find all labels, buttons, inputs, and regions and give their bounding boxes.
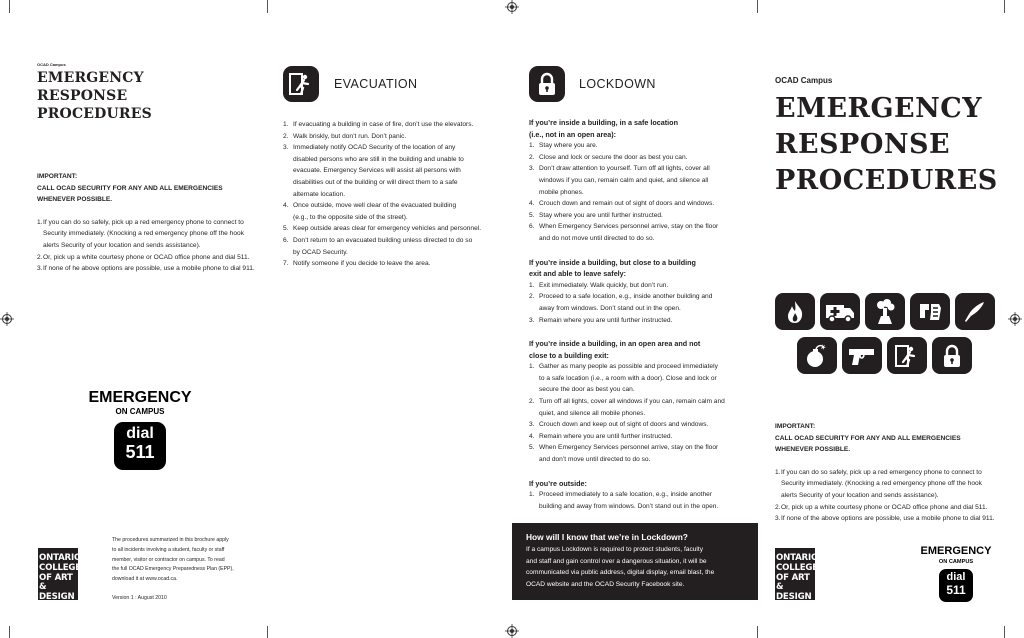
hazard-icons-row-1 — [775, 293, 995, 330]
list-item: 5. When Emergency Services personnel arrive, stay on the floor and don’t move until directed to do so. — [529, 444, 719, 464]
version-label: Version 1 : August 2010 — [112, 594, 167, 601]
fire-icon — [775, 293, 815, 330]
lockdown-callout — [512, 523, 758, 600]
list-item: 1. Exit immediately. Walk quickly, but don’t run. — [529, 281, 669, 289]
list-item: 2. Proceed to a safe location, e.g., inside another building and away from windows. Don’t stand out in the open. — [529, 293, 713, 312]
intro-steps — [37, 217, 262, 275]
lockdown-section-open-area: If you’re inside a building, in an open area and not close to a building exit: 1. Gather as many people as possible and proceed immediately to a safe location (i.e., a room with a door). Close and lock or secure the door as best you can. 2. Turn off all lights, cover all windows if you can, remain calm and quiet, and silence all mobile phones. 3. Crouch down and keep out of sight of doors and windows. 4. Remain where you are until further instructed. 5. When Emergency Services personnel arrive, stay on the floor and don’t move until directed to do so. — [529, 338, 754, 466]
panel-cover — [775, 75, 1004, 199]
hazard-icons-row-2 — [797, 337, 972, 374]
lockdown-section-safe-location: If you’re inside a building, in a safe location (i.e., not in an open area): 1. Stay where you are. 2. Close and lock or secure the door as best you can. 3. Don’t draw attention to yourself. Turn off all lights, cover all windows if you can, remain calm and quiet, and silence all mobile phones. 4. Crouch down and remain out of sight of doors and windows. 5. Stay where you are until further instructed. 6. When Emergency Services personnel arrive, stay on the floor and do not move until directed to do so. — [529, 117, 754, 245]
bomb-icon — [797, 337, 837, 374]
registration-mark-left — [0, 312, 14, 326]
lockdown-title: LOCKDOWN — [579, 77, 656, 91]
list-item: 3. Crouch down and keep out of sight of doors and windows. — [529, 421, 709, 429]
cover-emergency-badge: EMERGENCY ON CAMPUS dial 511 — [916, 545, 996, 602]
list-item: 3. If none of he above options are possible, use a mobile phone to dial 911. — [37, 265, 255, 273]
cover-important — [775, 421, 1004, 525]
lockdown-section-outside: If you’re outside: 1. Proceed immediately to a safe location, e.g., inside another building and away from windows. Don’t stand out in the open. — [529, 478, 754, 513]
evacuation-icon — [283, 66, 319, 102]
evacuation-steps — [283, 119, 513, 270]
list-item: 7. Notify someone if you decide to leave the area. — [283, 260, 431, 268]
list-item: 4. Crouch down and remain out of sight of doors and windows. — [529, 200, 715, 208]
registration-mark-top — [505, 0, 519, 14]
panel-title: EMERGENCY RESPONSE PROCEDURES — [37, 70, 152, 122]
emergency-badge-sub: ON CAMPUS — [115, 407, 165, 416]
list-item: 2. Close and lock or secure the door as best you can. — [529, 153, 688, 161]
evacuation-title: EVACUATION — [334, 77, 418, 91]
list-item: 2. Or, pick up a white courtesy phone or OCAD office phone and dial 511. — [37, 253, 250, 261]
list-item: 3. Remain where you are until further instructed. — [529, 316, 673, 324]
callout-title: How will I know that we’re in Lockdown? — [526, 532, 688, 542]
list-item: 4. Remain where you are until further instructed. — [529, 432, 673, 440]
knife-icon — [955, 293, 995, 330]
list-item: 1. Proceed immediately to a safe location, e.g., inside another building and away from windows. Don’t stand out in the open. — [529, 491, 719, 510]
list-item: 6. When Emergency Services personnel arrive, stay on the floor and do not move until directed to do so. — [529, 223, 719, 242]
list-item: 1. Gather as many people as possible and proceed immediately to a safe location (i.e., a room with a door). Close and lock or secure the door as best you can. — [529, 363, 718, 394]
dial-511-box: dial 511 — [114, 422, 166, 470]
list-item: 5. Stay where you are until further instructed. — [529, 211, 663, 219]
explosion-icon — [865, 293, 905, 330]
ocad-logo: ONTARIO COLLEGE OF ART & DESIGN — [38, 548, 78, 600]
list-item: 4. Once outside, move well clear of the evacuated building (e.g., to the opposite side of the street). — [283, 202, 457, 221]
hazmat-icon — [910, 293, 950, 330]
gun-icon — [842, 337, 882, 374]
panel-evacuation — [283, 66, 513, 270]
lock-icon — [932, 337, 972, 374]
registration-mark-bottom — [505, 624, 519, 638]
lock-icon — [529, 66, 565, 102]
list-item: 2. Turn off all lights, cover all windows if you can, remain calm and quiet, and silence all mobile phones. — [529, 398, 725, 417]
footer-note: The procedures summarized in this brochure apply to all incidents involving a student, faculty or staff member, visitor or contractor on campus. To read the full OCAD Emergency Preparedness Plan (EPP), download it at www.ocad.ca. Version 1 : August 2010 — [112, 536, 262, 604]
registration-mark-right — [1008, 312, 1022, 326]
list-item: 1. If you can do so safely, pick up a red emergency phone to connect to Security immediately. (Knocking a red emergency phone off the hook alerts Security of your location and sends assistance). — [775, 468, 982, 499]
cover-ocad-logo: ONTARIO COLLEGE OF ART & DESIGN — [775, 548, 815, 600]
emergency-badge-title: EMERGENCY — [88, 389, 192, 406]
cover-important-notice: IMPORTANT: CALL OCAD SECURITY FOR ANY AND ALL EMERGENCIES WHENEVER POSSIBLE. — [775, 423, 961, 454]
list-item: 3. Immediately notify OCAD Security of the location of any disabled persons who are still in the building and unable to evacuate. Emergency Services will assist all persons with disabilities out of the building or will direct them to a safe alternate location. — [283, 144, 464, 198]
list-item: 2. Or, pick up a white courtesy phone or OCAD office phone and dial 511. — [775, 503, 988, 511]
ambulance-icon — [820, 293, 860, 330]
panel-lockdown — [529, 66, 754, 512]
campus-label: OCAD Campus — [37, 62, 66, 67]
cover-steps — [775, 467, 1004, 525]
list-item: 2. Walk briskly, but don’t run. Don’t panic. — [283, 132, 407, 140]
lockdown-sections — [529, 117, 754, 512]
list-item: 3. Don’t draw attention to yourself. Turn off all lights, cover all windows if you can, remain calm and quiet, and silence all mobile phones. — [529, 165, 710, 196]
lockdown-section-near-exit: If you’re inside a building, but close to a building exit and able to leave safely: 1. Exit immediately. Walk quickly, but don’t run. 2. Proceed to a safe location, e.g., inside another building and away from windows. Don’t stand out in the open. 3. Remain where you are until further instructed. — [529, 257, 754, 327]
panel-intro — [37, 62, 262, 275]
list-item: 1. Stay where you are. — [529, 142, 598, 150]
cover-campus-label: OCAD Campus — [775, 76, 833, 85]
lockdown-header — [529, 66, 754, 102]
important-notice: IMPORTANT: CALL OCAD SECURITY FOR ANY AND ALL EMERGENCIES WHENEVER POSSIBLE. — [37, 173, 223, 204]
list-item: 5. Keep outside areas clear for emergency vehicles and personnel. — [283, 225, 482, 233]
callout-body: If a campus Lockdown is required to protect students, faculty and staff and gain control over a dangerous situation, it will be communicated via public address, digital display, email blast, the OCAD website and the OCAD Security Facebook site. — [526, 546, 715, 588]
list-item: 1. If you can do so safely, pick up a red emergency phone to connect to Security immediately. (Knocking a red emergency phone off the hook alerts Security of your location and sends assistance). — [37, 218, 244, 249]
cover-title: EMERGENCY RESPONSE PROCEDURES — [775, 93, 998, 196]
evacuation-header — [283, 66, 513, 102]
list-item: 3. If none of the above options are possible, use a mobile phone to dial 911. — [775, 515, 995, 523]
evacuation-icon — [887, 337, 927, 374]
list-item: 6. Don’t return to an evacuated building unless directed to do so by OCAD Security. — [283, 236, 473, 256]
cover-dial-511-box: dial 511 — [939, 569, 973, 602]
emergency-badge — [82, 388, 198, 470]
list-item: 1. If evacuating a building in case of fire, don’t use the elevators. — [283, 121, 474, 128]
